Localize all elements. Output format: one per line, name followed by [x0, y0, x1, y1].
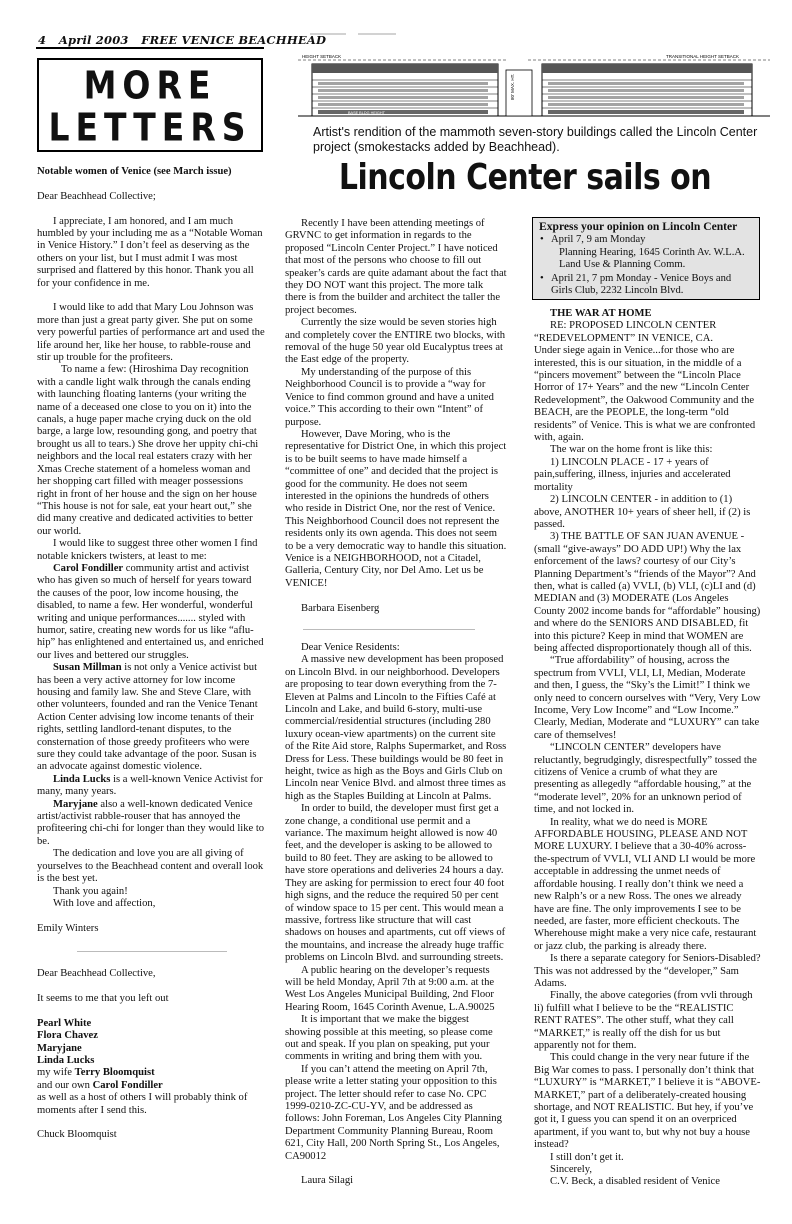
paragraph: RE: PROPOSED LINCOLN CENTER “REDEVELOPMENT” IN VENICE, CA. — [534, 320, 717, 344]
paragraph: Is there a separate category for Seniors-Disabled? This was not addressed by the “developer,” Sam Adams. — [534, 953, 761, 989]
salutation: Dear Beachhead Collective; — [37, 190, 156, 202]
salutation: Dear Beachhead Collective, — [37, 968, 156, 980]
paragraph: My understanding of the purpose of this Neighborhood Council is to provide a “way for Venice to find common ground and have a united voice.” This according to their own “Intent” of purpose. — [285, 366, 494, 428]
height-setback-label: HEIGHT SETBACK — [302, 54, 342, 59]
max-height-label: 80' MAX. HT. — [510, 73, 515, 100]
paragraph: as well as a host of others I will probably think of moments after I send this. — [37, 1092, 248, 1116]
illustration-caption: Artist's rendition of the mammoth seven-story buildings called the Lincoln Center project (smokestacks added by Beachhead). — [313, 125, 758, 154]
paper-name: FREE VENICE BEACHHEAD — [141, 33, 327, 47]
letter-divider — [77, 951, 227, 952]
paragraph: Susan Millman is not only a Venice activist but has been a very active attorney for low income housing and family law. She and Steve Clare, with other volunteers, founded and ran the Venice Tenant Action Center advising low income tenants of their rights, settling landlord-tenant disputes, to the consternation of those greedy profiteers who were sure they could take advantage of the poor. Susan is an advocate against domestic violence. — [37, 662, 258, 773]
section-title-box — [37, 58, 263, 152]
paragraph: A massive new development has been proposed on Lincoln Blvd. in our neighborhood. Developers are proposing to tear down everything from the 7-Eleven at Palms and Lincoln to the Fifties Café at Lincoln and Lake, and build 6-story, multi-use commercial/residential structures (including 280 luxury ocean-view apartments) on the current site of the Rite Aid store, Ralphs Supermarket, and Ross Dress for Less. These buildings would be 80 feet in height, twice as high as the Boys and Girls Club on Lincoln near Venice Blvd. and almost three times as high as the Staples Building at Lincoln at Palms. — [285, 654, 507, 802]
list-item: my wife Terry Bloomquist — [37, 1067, 155, 1079]
letter-divider — [303, 629, 475, 630]
signature: Barbara Eisenberg — [301, 602, 380, 614]
paragraph: A public hearing on the developer’s requests will be held Monday, April 7th at 9:00 a.m. at the West Los Angeles Municipal Building, 2nd Floor Hearing Room, 1645 Corinth Avenue, L.A.90025 — [285, 964, 495, 1013]
issue-date: April 2003 — [58, 33, 129, 47]
paragraph: This could change in the very near future if the Big War comes to pass. I personally don’t think that “LUXURY” is “MARKET,” I believe it is “ABOVE-MARKET,” part of a deliberately-created housing shortage, and NOT REALISTIC. But hey, if you’ve got it, I guess you can spend it on an overpriced apartment, if you want to, but why not buy a house instead? — [534, 1052, 761, 1151]
column-1 — [37, 166, 265, 1142]
list-item: Pearl White — [37, 1017, 92, 1029]
paragraph: I still don’t get it. — [550, 1151, 624, 1163]
building-left-roof — [312, 64, 498, 73]
closing: With love and affection, — [53, 897, 156, 909]
paragraph: I appreciate, I am honored, and I am much humbled by your including me as a “Notable Woman in Venice History.” I don’t feel as deserving as the others on your list, but I must admit I was most surprised and flattered by this honor. Thank you all for your confidence in me. — [37, 215, 263, 289]
building-right-roof — [542, 64, 752, 73]
headline: Lincoln Center sails on — [338, 156, 712, 199]
section-title-line1: MORE — [83, 63, 217, 108]
event-item: • April 21, 7 pm Monday - Venice Boys and Girls Club, 2232 Lincoln Blvd. — [547, 273, 753, 298]
base-height-label: BASE BLDG HEIGHT — [348, 111, 385, 115]
paragraph: Recently I have been attending meetings of GRVNC to get information in regards to the proposed “Lincoln Center Project.” I have noticed that most of the persons who choose to fill out speaker’s cards are quite adamant about the fact that they DO NOT want this project. The more talk there is from the builder and architect the taller the project becomes. — [285, 218, 507, 316]
paragraph: Maryjane also a well-known dedicated Venice artist/activist rabble-rouser that has annoyed the profiteering chi-chi for longer than they would like to be. — [37, 798, 265, 847]
paragraph: Carol Fondiller community artist and activist who has given so much of herself for years toward the causes of the poor, low income housing, the disabled, to name a few. Her wonderful, wonderful writing and unique performances....... styled with humor, satire, creating new words for us like “aflu-hip” has enlightened and entertained us, and enriched our lives and bettered our struggles. — [37, 562, 264, 661]
closing: Sincerely, — [550, 1164, 592, 1176]
paragraph: It seems to me that you left out — [37, 992, 169, 1004]
thanks: Thank you again! — [53, 885, 128, 897]
notable-name: Linda Lucks — [53, 773, 111, 785]
salutation: Dear Venice Residents: — [301, 641, 400, 653]
event-item: • April 7, 9 am Monday Planning Hearing, 1645 Corinth Av. W.L.A. Land Use & Planning Comm. — [547, 234, 753, 271]
signature: Emily Winters — [37, 922, 99, 934]
article-heading: THE WAR AT HOME — [550, 308, 652, 319]
list-item: Maryjane — [37, 1042, 82, 1054]
signature: Chuck Bloomquist — [37, 1129, 117, 1141]
list-item: Flora Chavez — [37, 1030, 98, 1042]
notable-name: Susan Millman — [53, 662, 122, 674]
page-number: 4 — [38, 33, 47, 47]
list-item: and our own Carol Fondiller — [37, 1079, 163, 1091]
building-illustration — [298, 30, 770, 122]
section-title-line2: LETTERS — [48, 105, 252, 150]
paragraph: Finally, the above categories (from vvli through li) fulfill what I believe to be the “REALISTIC RENT RATES”. The other stuff, what they call “MARKET,” is really off the dish for us but apparently not for them. — [534, 990, 753, 1051]
column-3 — [534, 308, 762, 1189]
letter-heading: Notable women of Venice (see March issue) — [37, 166, 232, 177]
paragraph: I would like to add that Mary Lou Johnson was more than just a great party giver. She put on some very powerful parties of performance art and used the life around her, like her house, to rabble-rouse and stir up trouble for the profiteers. — [37, 302, 265, 364]
paragraph: 2) LINCOLN CENTER - in addition to (1) above, ANOTHER 10+ years of sheer hell, if (2) is passed. — [534, 494, 751, 530]
paragraph: In reality, what we do need is MORE AFFORDABLE HOUSING, PLEASE AND NOT MORE LUXURY. I believe that a 30-40% across-the-spectrum of VVLI, VLI AND LI would be more acceptable in addressing the unmet needs of affordable housing. I really don’t think we need a new Ralph’s or a new Ross. The ones we already have are fine. The only improvements I see to be needed, are faster, more efficient checkouts. The Wherehouse might make a very nice cafe, restaurant or jazz club, the parking is already there. — [534, 816, 757, 952]
paragraph: I would like to suggest three other women I find notable knickers twisters, at least to me: — [37, 538, 258, 562]
header-rule — [36, 47, 264, 49]
signature: C.V. Beck, a disabled resident of Venice — [550, 1176, 720, 1188]
column-2 — [285, 218, 507, 1188]
event-list — [539, 234, 753, 297]
paragraph: Linda Lucks is a well-known Venice Activist for many, many years. — [37, 773, 263, 798]
paragraph: 3) THE BATTLE OF SAN JUAN AVENUE - (small “give-aways” DO ADD UP!) Why the lax enforcement of the laws? courtesy of our City’s Planning Department’s “friends of the Mayor”? And then, what is called (a) VVLI, (b) VLI, (c)LI and (d) MEDIAN and (3) MODERATE (Los Angeles County 2002 income bands for “affordable” housing) and where do the SENIORS AND DISABLED, fit into this picture? Keep in mind that WOMEN are being affected disproportionately though all of this. — [534, 531, 761, 654]
paragraph: Currently the size would be seven stories high and completely cover the ENTIRE two blocks, with removal of the huge 50 year old Eucalyptus trees at the East edge of the property. — [285, 317, 506, 366]
signature: Laura Silagi — [301, 1175, 354, 1187]
paragraph: Under siege again in Venice...for those who are interested, this is our situation, in the middle of a “pincers movement” between the “Lincoln Place Horror of 17+ Years” and the new “Lincoln Center Redevelopment”, the Oakwood Community and the BEACH, are the PEOPLE, the long-term “old residents” of Venice. This is what we are confronted with, again. — [534, 345, 756, 444]
paragraph: The dedication and love you are all giving of yourselves to the Beachhead content and overall look is the best yet. — [37, 848, 264, 885]
notable-name: Maryjane — [53, 798, 98, 810]
paragraph: In order to build, the developer must first get a zone change, a conditional use permit and a variance. The maximum height allowed is now 40 feet, and the developer is asking to be allowed to build to 80 feet. They are asking to be allowed to have store operations and deliveries 24 hours a day. They are asking for permission to erect four 40 foot high signs, and the reduce the required 50 per cent of window space to 15 per cent. This would mean a massive, fortress like structure that will cast shadows on houses and apartments, cut off views of the mountains, and increase the already huge traffic problems on Lincoln Blvd. and surrounding streets. — [285, 803, 506, 964]
list-item: Linda Lucks — [37, 1054, 95, 1066]
express-opinion-box — [532, 217, 760, 300]
paragraph: The war on the home front is like this: — [550, 444, 713, 456]
paragraph: 1) LINCOLN PLACE - 17 + years of pain,suffering, illness, injuries and accelerated mortality — [534, 456, 731, 493]
paragraph: However, Dave Moring, who is the representative for District One, in which this project is to be built seems to have made himself a “committee of one” and decided that the project is good for the community. He does not seem interested in the opinions the hundreds of others who reside in District One, nor the rest of Venice. This Neighborhood Council does not represent the residents only its own agenda. This does not seem to be a very democratic way to handle this situation. Venice is a NEIGHBORHOOD, not a Citadel, Galleria, Century City, nor Del Amo. Let us be VENICE! — [285, 428, 507, 589]
paragraph: It is important that we make the biggest showing possible at this meeting, so please come out and speak. If you plan on speaking, put your comments in writing and bring them with you. — [285, 1014, 493, 1063]
paragraph: “True affordability” of housing, across the spectrum from VVLI, VLI, LI, Median, Moderate and then, I guess, the “Sky’s the Limit!” I think we only need to concern ourselves with “Very, Very Low Income, Very Low Income” and “Low Income.” Clearly, Median, Moderate and “LUXURY” can take care of themselves! — [534, 655, 761, 741]
paragraph: To name a few: (Hiroshima Day recognition with a candle light walk through the canals ending with launching floating lanterns (your writing the name of a deceased one close to you on it) into the canals, a huge paper mache crying duck on the old barge, a large low, resounding gong, and poetry that brought us all to tears.) She drove her uppity chi-chi neighbors and the local real estaters crazy with her Xmas Creche statement of a homeless woman and her shopping cart filled with meager possessions right in front of her house and the sign on her house “This house is not for sale, eat your heart out,” she did many creative and dedicated activities to better our world. — [37, 364, 259, 537]
transitional-setback-label: TRANSITIONAL HEIGHT SETBACK — [666, 54, 740, 59]
paragraph: If you can’t attend the meeting on April 7th, please write a letter stating your opposition to this project. The letter should refer to case No. CPC 1999-0210-ZC-CU-YV, and be addressed as follows: John Foreman, Los Angeles City Planning Department Community Planning Bureau, Room 621, City Hall, 200 North Spring St., Los Angeles, CA90012 — [285, 1063, 502, 1162]
express-title: Express your opinion on Lincoln Center — [539, 220, 738, 233]
paragraph: “LINCOLN CENTER” developers have reluctantly, begrudgingly, disrespectfully” tossed the citizens of Venice a crumb of what they are presenting as allegedly “affordable housing,” at the “moderate level”, 20% for an unknown period of time, and not locked in. — [534, 742, 757, 816]
page-header — [38, 33, 326, 47]
notable-name: Carol Fondiller — [53, 562, 124, 574]
